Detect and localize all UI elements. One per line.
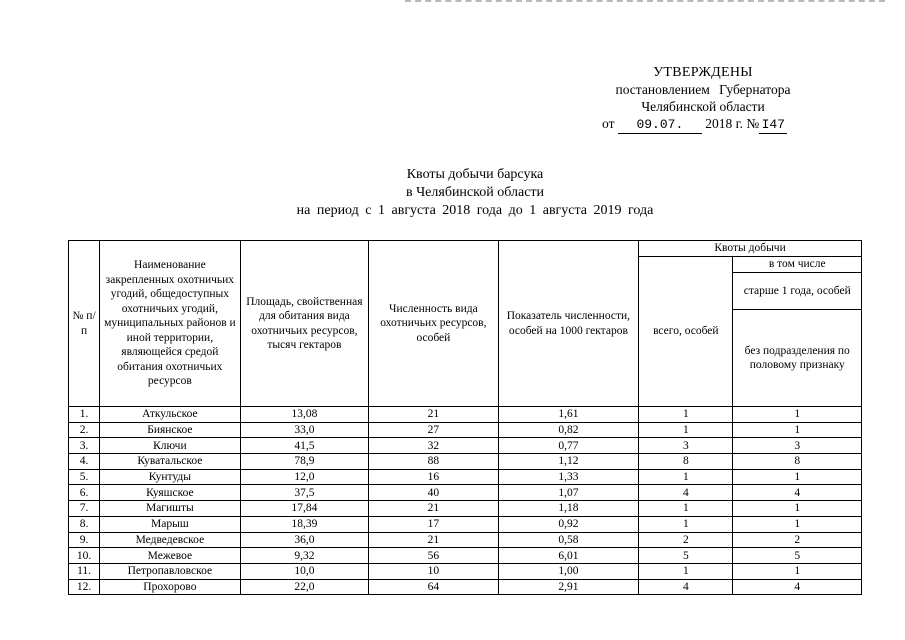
table-row [69,516,862,532]
cell-indicator: 0,92 [498,516,639,532]
cell-indicator: 1,18 [498,501,639,517]
table-row [69,422,862,438]
title-line2: в Челябинской области [405,185,545,200]
cell-no-gender: 1 [733,422,862,438]
date-prefix: от [602,116,615,131]
cell-no: 4. [69,454,100,470]
header-total: всего, особей [639,257,733,407]
header-quotas: Квоты добычи [639,241,862,257]
table-row [69,485,862,501]
header-area: Площадь, свойственная для обитания вида охотничьих ресурсов, тысяч гектаров [240,241,368,407]
table-row [69,579,862,595]
table-row [69,548,862,564]
header-older: старше 1 года, особей [733,273,862,310]
cell-indicator: 1,61 [498,407,639,423]
cell-count: 21 [369,501,498,517]
cell-count: 21 [369,407,498,423]
cell-area: 17,84 [240,501,368,517]
header-no: № п/п [69,241,100,407]
cell-count: 17 [369,516,498,532]
cell-indicator: 0,77 [498,438,639,454]
table-row [69,438,862,454]
table-row [69,501,862,517]
cell-total: 1 [639,407,733,423]
table-row [69,532,862,548]
cell-name: Биянское [100,422,241,438]
cell-name: Магишты [100,501,241,517]
cell-no: 3. [69,438,100,454]
cell-count: 40 [369,485,498,501]
cell-area: 33,0 [240,422,368,438]
cell-name: Куватальское [100,454,241,470]
header-indicator: Показатель численности, особей на 1000 гектаров [498,241,639,407]
cell-no-gender: 4 [733,579,862,595]
cell-no: 2. [69,422,100,438]
cell-total: 5 [639,548,733,564]
approval-line1: постановлением Губернатора [615,82,791,97]
approval-number: I47 [759,116,787,134]
cell-count: 21 [369,532,498,548]
cell-no: 5. [69,469,100,485]
cell-indicator: 1,07 [498,485,639,501]
cell-no-gender: 1 [733,516,862,532]
cell-no: 8. [69,516,100,532]
cell-area: 9,32 [240,548,368,564]
approval-title: УТВЕРЖДЕНЫ [653,65,753,80]
cell-total: 4 [639,485,733,501]
cell-name: Кунтуды [100,469,241,485]
cell-no-gender: 8 [733,454,862,470]
cell-no: 7. [69,501,100,517]
cell-indicator: 1,00 [498,563,639,579]
cell-no-gender: 1 [733,469,862,485]
approval-block [598,64,808,134]
cell-count: 10 [369,563,498,579]
header-including: в том числе [733,257,862,273]
cell-no-gender: 1 [733,501,862,517]
cell-area: 12,0 [240,469,368,485]
cell-no: 9. [69,532,100,548]
cell-name: Межевое [100,548,241,564]
cell-no-gender: 2 [733,532,862,548]
cell-total: 1 [639,469,733,485]
cell-no-gender: 5 [733,548,862,564]
approval-date-line [598,115,808,134]
cell-total: 1 [639,563,733,579]
cell-total: 1 [639,422,733,438]
cell-no: 1. [69,407,100,423]
document-title [180,166,770,220]
title-line1: Квоты добычи барсука [406,167,544,182]
cell-total: 2 [639,532,733,548]
cell-indicator: 1,33 [498,469,639,485]
cell-count: 16 [369,469,498,485]
table-row [69,454,862,470]
cell-area: 22,0 [240,579,368,595]
cell-name: Прохорово [100,579,241,595]
cell-no: 12. [69,579,100,595]
cell-no-gender: 3 [733,438,862,454]
cell-indicator: 0,82 [498,422,639,438]
approval-year: 2018 г. [705,116,743,131]
cell-area: 18,39 [240,516,368,532]
scan-top-edge [405,0,885,2]
cell-name: Петропавловское [100,563,241,579]
cell-area: 41,5 [240,438,368,454]
cell-indicator: 0,58 [498,532,639,548]
cell-count: 32 [369,438,498,454]
cell-no-gender: 4 [733,485,862,501]
cell-count: 64 [369,579,498,595]
cell-total: 4 [639,579,733,595]
cell-count: 88 [369,454,498,470]
table-row [69,407,862,423]
cell-name: Аткульское [100,407,241,423]
cell-area: 78,9 [240,454,368,470]
quota-table [68,240,862,595]
cell-no: 6. [69,485,100,501]
cell-name: Марыш [100,516,241,532]
table-row [69,469,862,485]
cell-total: 3 [639,438,733,454]
cell-area: 37,5 [240,485,368,501]
approval-line2: Челябинской области [641,99,765,114]
table-body [69,407,862,595]
cell-indicator: 2,91 [498,579,639,595]
cell-indicator: 1,12 [498,454,639,470]
number-label: № [746,116,760,131]
cell-name: Медведевское [100,532,241,548]
header-name: Наименование закрепленных охотничьих угодий, общедоступных охотничьих угодий, муниципальных районов и иной территории, являющейся средой обитания охотничьих ресурсов [100,241,241,407]
cell-name: Куяшское [100,485,241,501]
cell-count: 56 [369,548,498,564]
cell-indicator: 6,01 [498,548,639,564]
cell-area: 36,0 [240,532,368,548]
cell-count: 27 [369,422,498,438]
approval-date: 09.07. [618,116,702,134]
cell-no-gender: 1 [733,563,862,579]
cell-no: 11. [69,563,100,579]
cell-total: 8 [639,454,733,470]
title-line3: на период с 1 августа 2018 года до 1 августа 2019 года [296,203,654,218]
header-count: Численность вида охотничьих ресурсов, особей [369,241,498,407]
header-no-gender: без подразделения по половому признаку [733,310,862,407]
cell-area: 13,08 [240,407,368,423]
cell-total: 1 [639,516,733,532]
cell-no: 10. [69,548,100,564]
cell-total: 1 [639,501,733,517]
cell-name: Ключи [100,438,241,454]
cell-no-gender: 1 [733,407,862,423]
cell-area: 10,0 [240,563,368,579]
table-row [69,563,862,579]
